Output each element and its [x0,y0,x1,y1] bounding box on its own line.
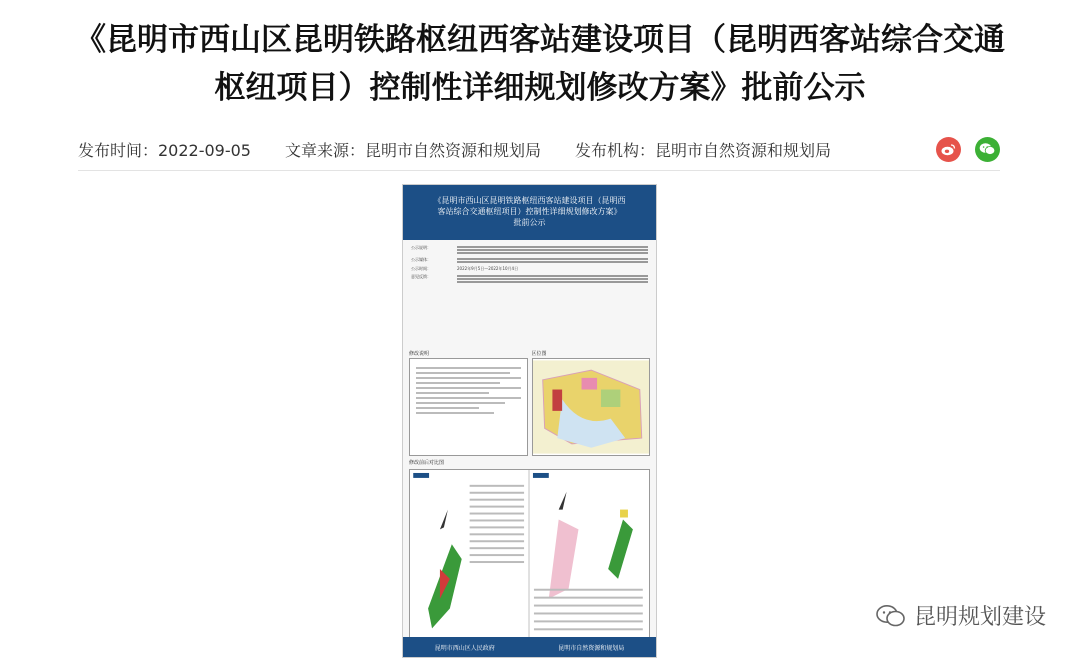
article-title-line1: 《昆明市西山区昆明铁路枢纽西客站建设项目（昆明西客站综合交通 [75,22,1005,58]
article-meta [78,134,1000,164]
wechat-icon [979,142,996,156]
info-value: 2022年9月5日—2022年10月4日 [457,266,519,271]
poster-header [403,185,656,240]
weibo-icon [941,143,956,156]
info-key: 公示媒体： [411,257,431,262]
location-map-panel [532,358,651,456]
info-value [457,245,648,255]
poster-foot-right: 昆明市自然资源和规划局 [558,644,625,652]
change-description-panel [409,358,528,456]
article-source: 文章来源：昆明市自然资源和规划局 [285,140,542,160]
notice-poster-image[interactable] [402,184,657,658]
info-value [457,257,648,264]
poster-head-line2: 客站综合交通枢纽项目）控制性详细规划修改方案》 [437,207,622,216]
poster-panels-top [403,358,656,456]
article-title [40,16,1040,112]
location-map [533,359,650,455]
watermark-text: 昆明规划建设 [913,605,1046,630]
publisher: 发布机构：昆明市自然资源和规划局 [575,140,832,160]
wechat-share-button[interactable] [975,137,1000,162]
poster-footer [403,637,656,657]
poster-head-line1: 《昆明市西山区昆明铁路枢纽西客站建设项目（昆明西 [433,196,626,205]
info-key: 公示说明： [411,245,431,250]
section-change-label: 修改说明 [409,351,430,357]
info-key: 意见反馈： [411,273,431,279]
poster-foot-left: 昆明市西山区人民政府 [434,644,495,652]
article-title-line2: 枢纽项目）控制性详细规划修改方案》批前公示 [214,70,866,106]
weibo-share-button[interactable] [936,137,961,162]
comparison-panel [409,469,650,658]
section-location-label: 区位图 [531,351,547,357]
meta-divider [78,170,1000,171]
poster-head-line3: 批前公示 [513,218,546,227]
comparison-map [410,470,649,658]
poster-info [403,240,656,350]
wechat-official-account-icon [876,604,906,628]
section-compare-label: 修改前后对比图 [409,460,445,466]
watermark [876,600,1046,631]
info-value [457,274,648,284]
info-key: 公示时间： [411,266,431,271]
publish-time: 发布时间：2022-09-05 [78,140,251,160]
share-buttons [936,137,1000,162]
